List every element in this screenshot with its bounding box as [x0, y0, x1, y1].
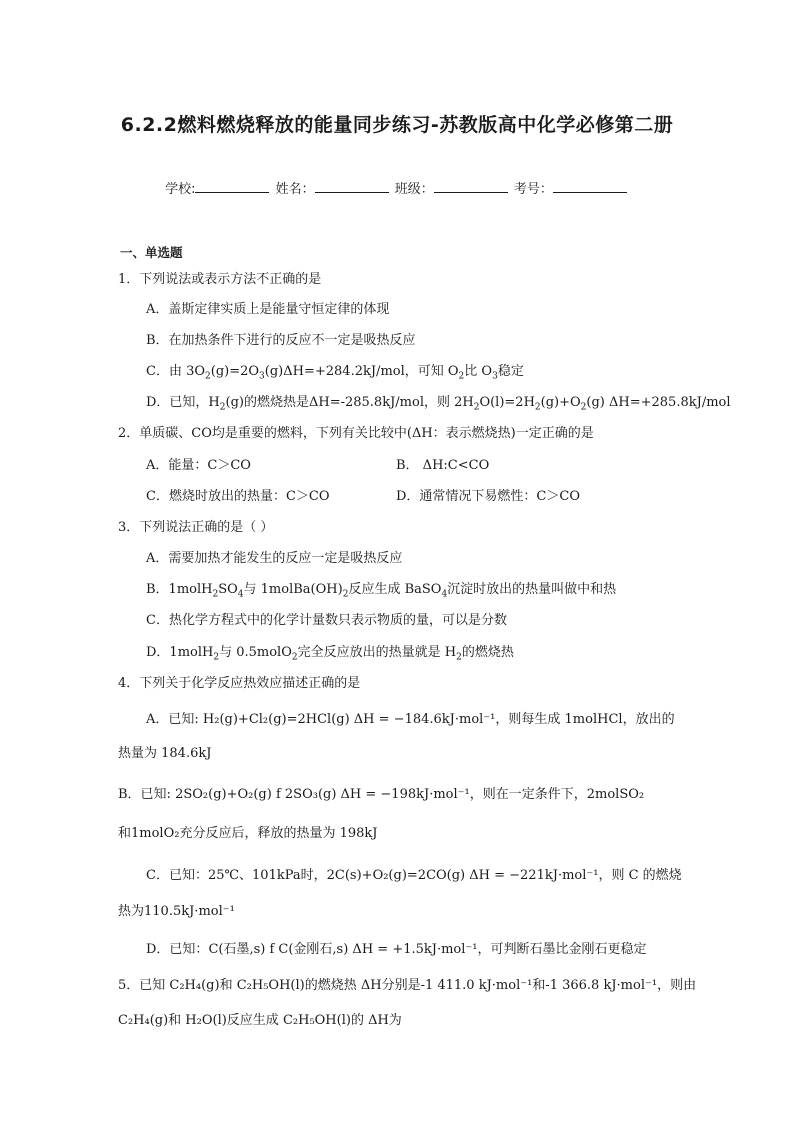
- number-blank[interactable]: [553, 178, 627, 193]
- q4-option-a: A．已知: H₂(g)+Cl₂(g)=2HCl(g) ΔH = −184.6kJ·mol⁻¹，则每生成 1molHCl，放出的: [146, 712, 675, 727]
- q1-option-d: D．已知，$H_2(g)$的燃烧热是ΔH=-285.8kJ/mol，则 $2H_2O(l)=2H_2(g)+O_2(g)$ ΔH=+285.8kJ/mol: [146, 395, 731, 413]
- q1-option-c: C．由 $3O_2(g)=2O_3(g)\Delta H=+284.2kJ$/mol，可知 $O_2$比 $O_3$稳定: [146, 364, 524, 382]
- q4-a-equation: H₂(g)+Cl₂(g)=2HCl(g) ΔH = −184.6kJ·mol⁻¹: [202, 712, 496, 727]
- q4-option-b: B．已知: 2SO₂(g)+O₂(g) f 2SO₃(g) ΔH = −198kJ·mol⁻¹，则在一定条件下，2molSO₂: [118, 787, 645, 802]
- q1-option-b: B．在加热条件下进行的反应不一定是吸热反应: [146, 333, 416, 348]
- q4-option-c: C．已知：25℃、101kPa时，2C(s)+O₂(g)=2CO(g) ΔH = −221kJ·mol⁻¹，则 C 的燃烧: [146, 868, 682, 883]
- student-info-line: [0, 178, 794, 200]
- q3-option-b: B．$1molH_2SO_4$与 $1molBa(OH)_2$反应生成 BaSO$_4$沉淀时放出的热量叫做中和热: [146, 582, 617, 600]
- q1-option-a: A．盖斯定律实质上是能量守恒定律的体现: [146, 302, 390, 317]
- page-title: 6.2.2燃料燃烧释放的能量同步练习-苏教版高中化学必修第二册: [120, 114, 674, 136]
- class-blank[interactable]: [434, 178, 508, 193]
- q4-option-a-cont: 热量为 184.6kJ: [118, 746, 212, 761]
- q5-stem-line1: 5．已知 C₂H₄(g)和 C₂H₅OH(l)的燃烧热 ΔH分别是-1 411.0 kJ·mol⁻¹和-1 366.8 kJ·mol⁻¹，则由: [118, 978, 697, 993]
- q4-c-equation: 2C(s)+O₂(g)=2CO(g) ΔH = −221kJ·mol⁻¹: [326, 868, 599, 883]
- q4-d-equation: C(石墨,s) f C(金刚石,s) ΔH = +1.5kJ·mol⁻¹: [208, 942, 478, 957]
- q4-b-equation: 2SO₂(g)+O₂(g) f 2SO₃(g) ΔH = −198kJ·mol⁻¹: [175, 787, 470, 802]
- q5-stem-line2: C₂H₄(g)和 H₂O(l)反应生成 C₂H₅OH(l)的 ΔH为: [118, 1013, 402, 1028]
- q3-option-c: C．热化学方程式中的化学计量数只表示物质的量，可以是分数: [146, 613, 507, 628]
- school-label: 学校:: [165, 182, 196, 197]
- q1-stem: 1．下列说法或表示方法不正确的是: [118, 272, 322, 287]
- school-blank[interactable]: [195, 178, 269, 193]
- q2-option-d: D．通常情况下易燃性：C＞CO: [396, 489, 580, 504]
- q3-option-a: A．需要加热才能发生的反应一定是吸热反应: [146, 551, 403, 566]
- q4-option-b-cont: 和1molO₂充分反应后，释放的热量为 198kJ: [118, 826, 378, 841]
- q2-option-a: A．能量：C＞CO: [146, 458, 251, 473]
- q2-option-c: C．燃烧时放出的热量：C＞CO: [146, 489, 330, 504]
- q2-option-b: B． ΔH:C<CO: [396, 458, 490, 473]
- q2-stem: 2．单质碳、CO均是重要的燃料，下列有关比较中(ΔH：表示燃烧热)一定正确的是: [118, 426, 594, 441]
- name-blank[interactable]: [315, 178, 389, 193]
- q4-option-c-cont: 热为110.5kJ·mol⁻¹: [118, 904, 235, 919]
- q4-option-d: D．已知：C(石墨,s) f C(金刚石,s) ΔH = +1.5kJ·mol⁻¹，可判断石墨比金刚石更稳定: [146, 942, 647, 957]
- name-label: 姓名：: [275, 182, 315, 197]
- number-label: 考号：: [513, 182, 553, 197]
- section-heading: 一、单选题: [120, 245, 183, 260]
- q3-option-d: D．1molH$_2$与 0.5molO$_2$完全反应放出的热量就是 $H_2$的燃烧热: [146, 645, 514, 663]
- q3-stem: 3．下列说法正确的是（ ）: [118, 520, 274, 535]
- q4-stem: 4．下列关于化学反应热效应描述正确的是: [118, 676, 361, 691]
- class-label: 班级：: [394, 182, 434, 197]
